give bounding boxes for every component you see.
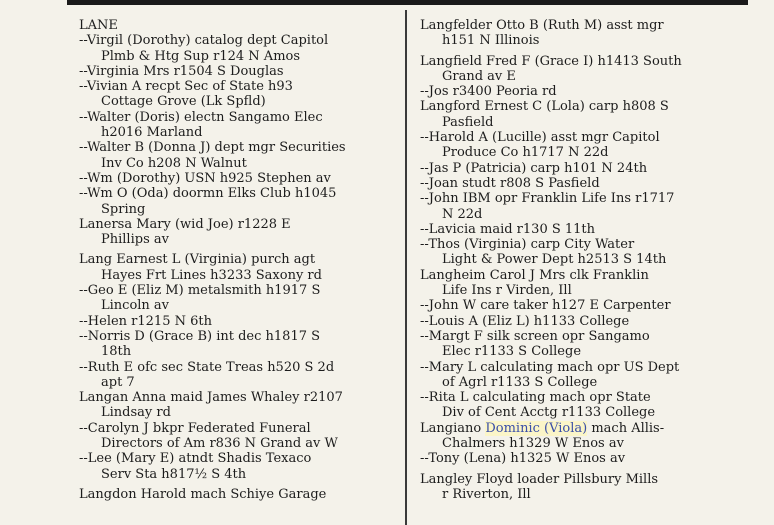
directory-line: Cottage Grove (Lk Spfld) — [101, 94, 266, 110]
directory-line: --Jas P (Patricia) carp h101 N 24th — [420, 160, 648, 176]
directory-line: --Wm O (Oda) doormn Elks Club h1045 — [79, 186, 337, 202]
directory-line: Grand av E — [442, 68, 516, 84]
directory-line: Inv Co h208 N Walnut — [101, 155, 247, 171]
directory-line: Spring — [101, 201, 146, 217]
directory-line: --Ruth E ofc sec State Treas h520 S 2d — [79, 359, 335, 375]
directory-line: h2016 Marland — [101, 125, 203, 141]
directory-line: --Joan studt r808 S Pasfield — [420, 175, 600, 191]
directory-line: Pasfield — [442, 114, 494, 130]
directory-line: --Carolyn J bkpr Federated Funeral — [79, 420, 311, 436]
directory-line: Langley Floyd loader Pillsbury Mills — [420, 471, 659, 487]
directory-line: --Margt F silk screen opr Sangamo — [420, 328, 650, 344]
directory-line: --Virginia Mrs r1504 S Douglas — [79, 63, 284, 79]
directory-line: --Walter (Doris) electn Sangamo Elec — [79, 109, 323, 125]
directory-line: Light & Power Dept h2513 S 14th — [442, 252, 667, 268]
directory-line: --Tony (Lena) h1325 W Enos av — [420, 451, 626, 467]
directory-line: Langheim Carol J Mrs clk Franklin — [420, 267, 649, 283]
directory-line: --John IBM opr Franklin Life Ins r1717 — [420, 191, 675, 207]
directory-line: Langdon Harold mach Schiye Garage — [79, 486, 327, 502]
directory-line: --Vivian A recpt Sec of State h93 — [79, 79, 293, 95]
directory-line: --Wm (Dorothy) USN h925 Stephen av — [79, 170, 331, 186]
directory-line: Div of Cent Acctg r1133 College — [442, 405, 656, 421]
directory-line: Langford Ernest C (Lola) carp h808 S — [420, 99, 669, 115]
left-column — [79, 18, 399, 502]
directory-text: mach Allis- — [587, 420, 665, 436]
directory-line: h151 N Illinois — [442, 33, 540, 49]
directory-line: Produce Co h1717 N 22d — [442, 145, 609, 161]
directory-line: LANE — [79, 18, 118, 33]
directory-line: r Riverton, Ill — [442, 486, 531, 502]
directory-line: --Louis A (Eliz L) h1133 College — [420, 313, 630, 329]
directory-line: Life Ins r Virden, Ill — [442, 283, 572, 299]
right-column — [420, 18, 760, 502]
directory-line: Lanersa Mary (wid Joe) r1228 E — [79, 216, 291, 232]
directory-line: Langan Anna maid James Whaley r2107 — [79, 390, 343, 406]
directory-line: Langfield Fred F (Grace I) h1413 South — [420, 53, 682, 69]
directory-line: Lincoln av — [101, 298, 170, 314]
directory-line: --Geo E (Eliz M) metalsmith h1917 S — [79, 283, 321, 299]
directory-line: --Virgil (Dorothy) catalog dept Capitol — [79, 33, 329, 49]
directory-text: Langiano — [420, 420, 486, 436]
directory-line: --Mary L calculating mach opr US Dept — [420, 359, 680, 375]
directory-line: Lindsay rd — [101, 405, 171, 421]
directory-line: Chalmers h1329 W Enos av — [442, 436, 624, 452]
directory-line: --Walter B (Donna J) dept mgr Securities — [79, 140, 346, 156]
directory-line: Serv Sta h817½ S 4th — [101, 466, 247, 482]
directory-line: --Thos (Virginia) carp City Water — [420, 237, 635, 253]
directory-line: --Norris D (Grace B) int dec h1817 S — [79, 328, 321, 344]
directory-line: Plmb & Htg Sup r124 N Amos — [101, 48, 301, 64]
directory-line: Directors of Am r836 N Grand av W — [101, 436, 338, 452]
directory-line: N 22d — [442, 206, 483, 222]
directory-line: Phillips av — [101, 232, 169, 248]
directory-line: --John W care taker h127 E Carpenter — [420, 298, 671, 314]
directory-line: --Harold A (Lucille) asst mgr Capitol — [420, 130, 660, 146]
directory-line: Hayes Frt Lines h3233 Saxony rd — [101, 267, 322, 283]
highlighted-name: Dominic (Viola) — [485, 420, 588, 436]
directory-line: apt 7 — [101, 374, 135, 390]
directory-line: --Jos r3400 Peoria rd — [420, 84, 557, 100]
directory-line: of Agrl r1133 S College — [442, 374, 598, 390]
directory-line: Lang Earnest L (Virginia) purch agt — [79, 252, 316, 268]
directory-line: --Lee (Mary E) atndt Shadis Texaco — [79, 451, 312, 467]
top-rule — [67, 0, 748, 5]
directory-line — [420, 421, 760, 436]
directory-line: --Lavicia maid r130 S 11th — [420, 221, 596, 237]
directory-line: Langfelder Otto B (Ruth M) asst mgr — [420, 18, 664, 33]
column-divider — [405, 10, 407, 525]
directory-line: Elec r1133 S College — [442, 344, 582, 360]
directory-line: --Rita L calculating mach opr State — [420, 390, 651, 406]
directory-line: --Helen r1215 N 6th — [79, 313, 212, 329]
directory-line: 18th — [101, 344, 132, 360]
